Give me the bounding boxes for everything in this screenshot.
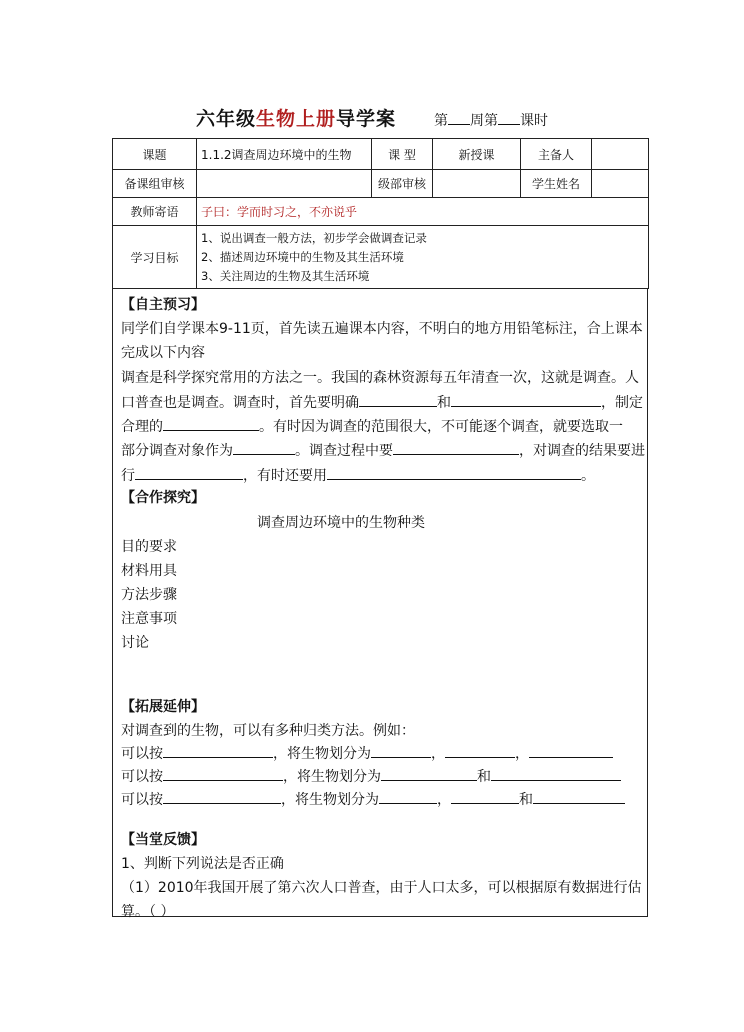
title-suffix: 导学案 [336, 108, 397, 130]
feedback-item: （1）2010年我国开展了第六次人口普查，由于人口太多，可以根据原有数据进行估 [121, 880, 642, 896]
grade-review-label: 级部审核 [372, 170, 433, 198]
lesson-label: 课题 [113, 139, 197, 170]
fill-blank[interactable] [393, 441, 519, 455]
explore-item: 目的要求 [121, 539, 177, 555]
week-blank[interactable] [448, 112, 470, 125]
student-name-label: 学生姓名 [521, 170, 592, 198]
info-table [112, 138, 649, 289]
feedback-item: 算。（ ） [121, 904, 175, 920]
fill-blank[interactable] [529, 744, 613, 758]
preparer-value[interactable] [592, 139, 649, 170]
extend-row: 可以按 ，将生物划分为 ， ， [121, 743, 613, 763]
student-name-value[interactable] [592, 170, 649, 198]
group-review-label: 备课组审核 [113, 170, 197, 198]
explore-item: 材料用具 [121, 563, 177, 579]
teacher-msg: 子曰：学而时习之，不亦说乎 [197, 198, 649, 226]
fill-blank[interactable] [491, 767, 621, 781]
fill-blank[interactable] [163, 790, 281, 804]
explore-item: 方法步骤 [121, 587, 177, 603]
extend-intro: 对调查到的生物，可以有多种归类方法。例如： [121, 723, 415, 739]
fill-blank[interactable] [163, 767, 283, 781]
fill-blank[interactable] [533, 790, 625, 804]
explore-item: 注意事项 [121, 611, 177, 627]
feedback-heading: 【当堂反馈】 [121, 832, 205, 848]
fill-blank[interactable] [451, 790, 519, 804]
fill-blank[interactable] [163, 744, 273, 758]
preparer-label: 主备人 [521, 139, 592, 170]
preview-text: 行 ，有时还要用 。 [121, 468, 595, 484]
explore-item: 讨论 [121, 635, 149, 651]
extend-row: 可以按 ，将生物划分为 和 [121, 766, 621, 786]
fill-blank[interactable] [359, 393, 437, 407]
preview-heading: 【自主预习】 [121, 297, 205, 313]
preview-text: 部分调查对象作为 。调查过程中要 ，对调查的结果要进 [121, 443, 645, 459]
explore-heading: 【合作探究】 [121, 490, 205, 506]
fill-blank[interactable] [233, 441, 295, 455]
goal-item: 1、说出调查一般方法，初步学会做调查记录 [201, 230, 427, 245]
title-subject: 生物上册 [256, 108, 337, 130]
preview-text: 调查是科学探究常用的方法之一。我国的森林资源每五年清查一次，这就是调查。人 [121, 370, 639, 386]
preview-text: 完成以下内容 [121, 345, 205, 361]
explore-subtitle: 调查周边环境中的生物种类 [257, 515, 425, 531]
goal-item: 3、关注周边的生物及其生活环境 [201, 268, 370, 283]
fill-blank[interactable] [381, 767, 477, 781]
goals-list [197, 226, 649, 289]
goals-label: 学习目标 [113, 226, 197, 289]
group-review-value[interactable] [197, 170, 372, 198]
lesson-value: 1.1.2调查周边环境中的生物 [197, 139, 372, 170]
goal-item: 2、描述周边环境中的生物及其生活环境 [201, 249, 404, 264]
fill-blank[interactable] [327, 466, 581, 480]
extend-heading: 【拓展延伸】 [121, 699, 205, 715]
fill-blank[interactable] [445, 744, 515, 758]
content-panel [112, 288, 648, 920]
fill-blank[interactable] [379, 790, 437, 804]
type-label: 课 型 [372, 139, 433, 170]
title-grade: 六年级 [196, 108, 257, 130]
preview-text: 口普查也是调查。调查时，首先要明确 和 ，制定 [121, 395, 643, 411]
page-title [196, 104, 396, 131]
fill-blank[interactable] [451, 393, 601, 407]
type-value: 新授课 [433, 139, 521, 170]
preview-text: 同学们自学课本9-11页，首先读五遍课本内容，不明白的地方用铅笔标注，合上课本 [121, 321, 643, 337]
feedback-question: 1、判断下列说法是否正确 [121, 856, 284, 872]
fill-blank[interactable] [135, 466, 243, 480]
preview-text: 合理的 。有时因为调查的范围很大，不可能逐个调查，就要选取一 [121, 419, 623, 435]
extend-row: 可以按 ，将生物划分为 ， 和 [121, 789, 625, 809]
fill-blank[interactable] [371, 744, 431, 758]
week-lesson-field: 第 周第 课时 [434, 113, 548, 129]
grade-review-value[interactable] [433, 170, 521, 198]
teacher-msg-label: 教师寄语 [113, 198, 197, 226]
fill-blank[interactable] [163, 417, 259, 431]
lesson-blank[interactable] [498, 112, 520, 125]
